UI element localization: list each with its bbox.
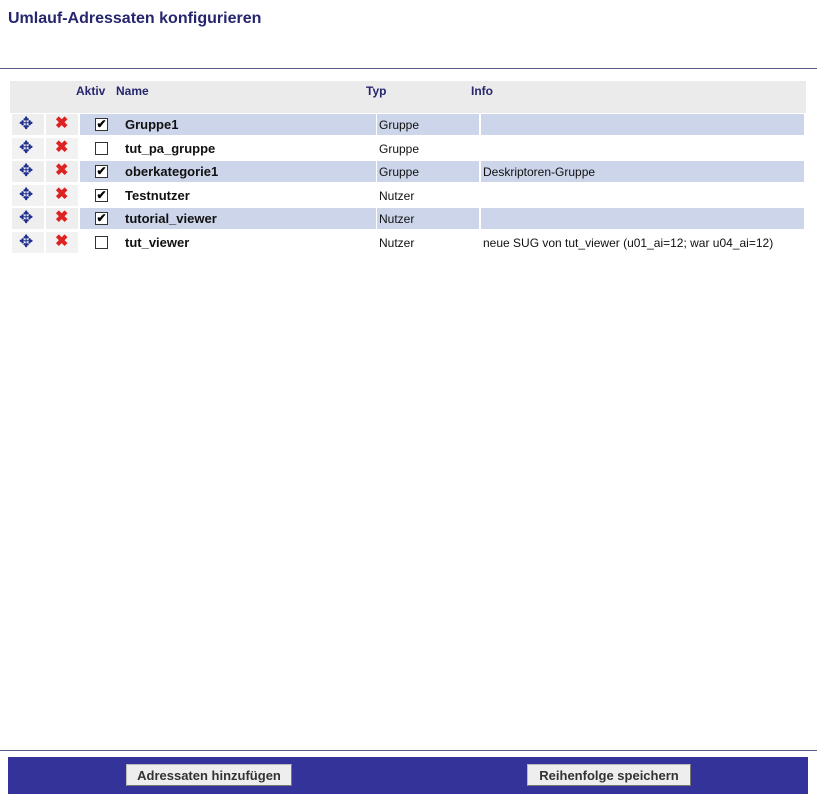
move-handle[interactable] — [12, 161, 44, 182]
header-typ: Typ — [366, 84, 387, 98]
aktiv-checkbox[interactable] — [95, 236, 108, 249]
table-row — [10, 207, 806, 231]
aktiv-checkbox[interactable]: ✔ — [96, 211, 107, 225]
delete-button[interactable] — [46, 138, 78, 159]
aktiv-cell — [80, 208, 122, 229]
delete-icon[interactable]: ✖ — [55, 162, 69, 179]
divider — [0, 750, 817, 751]
table-row — [10, 137, 806, 161]
divider — [0, 68, 817, 69]
row-typ: Gruppe — [379, 165, 420, 179]
name-cell — [122, 161, 376, 182]
typ-cell — [377, 114, 479, 135]
table-row — [10, 160, 806, 184]
save-order-button[interactable]: Reihenfolge speichern — [527, 764, 691, 786]
addressee-table — [10, 81, 806, 254]
name-cell — [122, 138, 376, 159]
aktiv-cell — [80, 114, 122, 135]
delete-button[interactable] — [46, 185, 78, 206]
delete-button[interactable] — [46, 161, 78, 182]
move-handle[interactable] — [12, 185, 44, 206]
row-name: oberkategorie1 — [125, 164, 219, 179]
row-name: tutorial_viewer — [125, 211, 217, 226]
delete-button[interactable] — [46, 208, 78, 229]
move-icon[interactable]: ✥ — [19, 208, 34, 227]
name-cell — [122, 185, 376, 206]
page-title: Umlauf-Adressaten konfigurieren — [8, 10, 262, 27]
delete-button[interactable] — [46, 232, 78, 253]
info-cell — [481, 161, 804, 182]
aktiv-checkbox[interactable]: ✔ — [96, 187, 107, 202]
aktiv-cell — [80, 185, 122, 206]
aktiv-cell — [80, 232, 122, 253]
info-cell — [481, 138, 804, 159]
move-icon[interactable]: ✥ — [19, 184, 34, 204]
typ-cell — [377, 208, 479, 229]
move-handle[interactable] — [12, 208, 44, 229]
table-row — [10, 113, 806, 137]
row-name: tut_viewer — [125, 234, 190, 250]
header-name: Name — [116, 84, 149, 98]
header-info: Info — [471, 84, 493, 98]
table-row — [10, 184, 806, 208]
delete-icon[interactable]: ✖ — [55, 115, 69, 132]
info-cell — [481, 232, 804, 253]
row-info: Deskriptoren-Gruppe — [483, 165, 596, 179]
move-icon[interactable]: ✥ — [19, 137, 34, 157]
info-cell — [481, 185, 804, 206]
move-handle[interactable] — [12, 232, 44, 253]
typ-cell — [377, 185, 479, 206]
move-icon[interactable]: ✥ — [19, 161, 34, 180]
row-info: neue SUG von tut_viewer (u01_ai=12; war u04_ai=12) — [483, 235, 774, 250]
name-cell — [122, 232, 376, 253]
typ-cell — [377, 232, 479, 253]
row-name: tut_pa_gruppe — [125, 140, 216, 156]
typ-cell — [377, 161, 479, 182]
aktiv-checkbox[interactable] — [95, 142, 108, 155]
move-icon[interactable]: ✥ — [19, 114, 34, 133]
delete-icon[interactable]: ✖ — [55, 138, 69, 156]
row-typ: Nutzer — [379, 188, 415, 203]
aktiv-checkbox[interactable]: ✔ — [96, 164, 107, 178]
row-name: Testnutzer — [125, 187, 190, 203]
name-cell — [122, 114, 376, 135]
footer-bar — [8, 757, 808, 794]
aktiv-cell — [80, 161, 122, 182]
move-handle[interactable] — [12, 138, 44, 159]
row-typ: Gruppe — [379, 118, 420, 132]
table-header — [10, 81, 806, 113]
move-handle[interactable] — [12, 114, 44, 135]
header-aktiv: Aktiv — [76, 84, 106, 98]
row-typ: Gruppe — [379, 141, 420, 156]
row-typ: Nutzer — [379, 212, 415, 226]
add-addressees-button[interactable]: Adressaten hinzufügen — [126, 764, 292, 786]
delete-icon[interactable]: ✖ — [55, 209, 69, 226]
row-typ: Nutzer — [379, 235, 415, 250]
typ-cell — [377, 138, 479, 159]
table-row — [10, 231, 806, 255]
info-cell — [481, 208, 804, 229]
delete-icon[interactable]: ✖ — [55, 185, 69, 203]
row-name: Gruppe1 — [125, 117, 179, 132]
move-icon[interactable]: ✥ — [19, 231, 34, 251]
name-cell — [122, 208, 376, 229]
aktiv-cell — [80, 138, 122, 159]
info-cell — [481, 114, 804, 135]
delete-button[interactable] — [46, 114, 78, 135]
aktiv-checkbox[interactable]: ✔ — [96, 117, 107, 131]
delete-icon[interactable]: ✖ — [55, 232, 69, 250]
